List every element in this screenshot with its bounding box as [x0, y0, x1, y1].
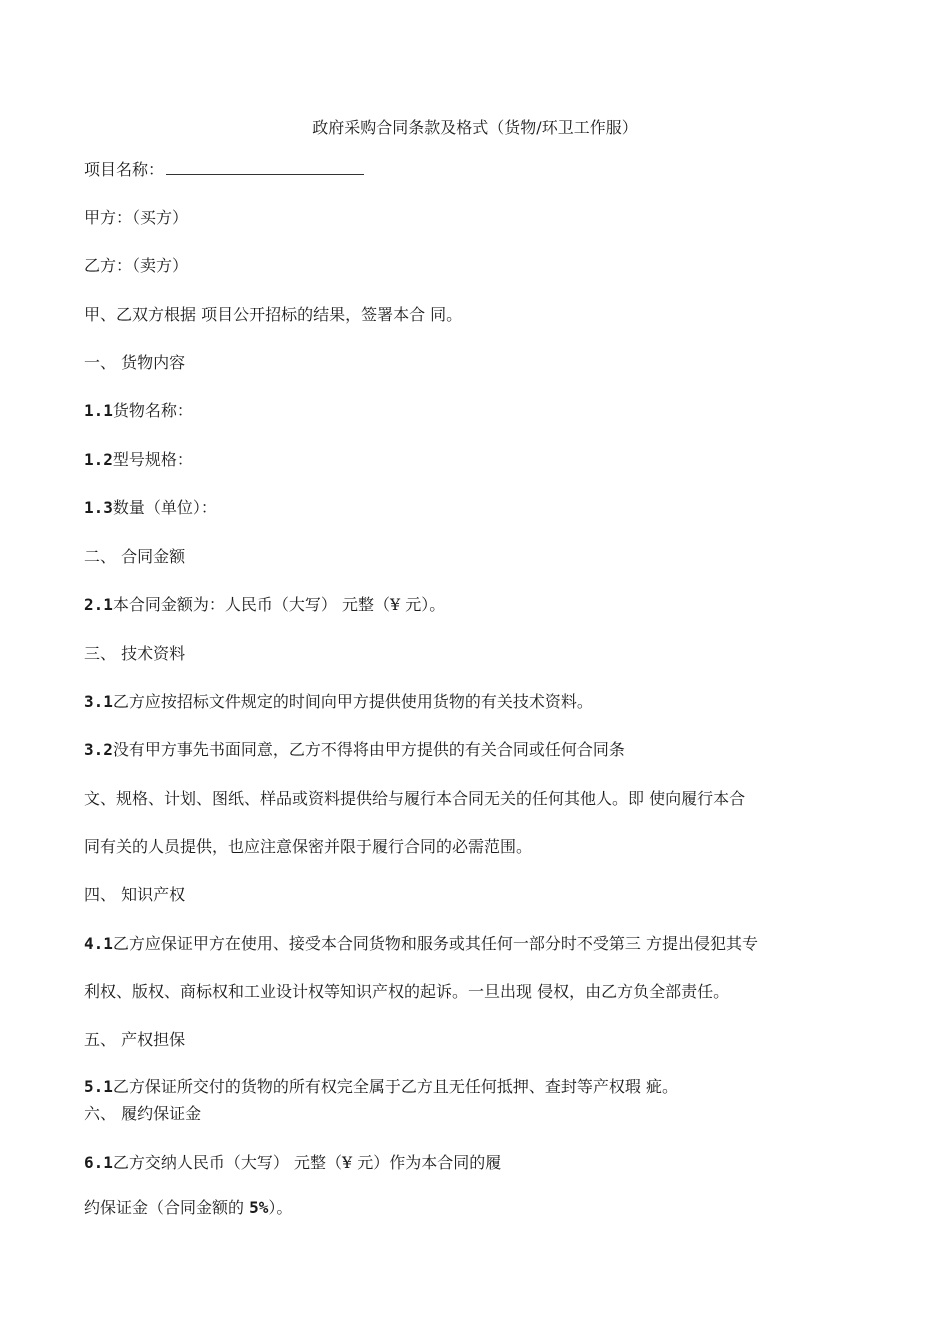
intro-paragraph: 甲、乙双方根据 项目公开招标的结果，签署本合 同。: [84, 305, 463, 324]
clause-6-1-continuation: [84, 1198, 292, 1218]
clause-number: 4.1: [84, 934, 113, 953]
clause-number: 3.2: [84, 740, 113, 759]
deposit-percentage: 5%: [249, 1198, 269, 1217]
clause-number: 3.1: [84, 692, 113, 711]
clause-3-2-continuation-1: 文、规格、计划、图纸、样品或资料提供给与履行本合同无关的任何其他人。即 使向履行本合: [84, 789, 746, 808]
clause-text: ）。: [268, 1198, 293, 1217]
clause-number: 6.1: [84, 1153, 113, 1172]
clause-4-1-continuation: 利权、版权、商标权和工业设计权等知识产权的起诉。一旦出现 侵权，由乙方负全部责任。: [84, 982, 730, 1001]
clause-text: 货物名称：: [112, 401, 193, 420]
clause-5-1: [84, 1077, 678, 1097]
section-6-heading: 六、 履约保证金: [84, 1104, 202, 1123]
clause-3-1: [84, 692, 593, 712]
party-a-line: 甲方：（买方）: [84, 208, 189, 227]
clause-6-1: [84, 1153, 501, 1173]
clause-3-2: [84, 740, 625, 760]
section-2-heading: 二、 合同金额: [84, 547, 186, 566]
section-1-heading: 一、 货物内容: [84, 353, 186, 372]
clause-text: 本合同金额为：人民币（大写） 元整（¥ 元）。: [112, 595, 446, 614]
project-name-line: [84, 160, 364, 180]
clause-number: 2.1: [84, 595, 113, 614]
clause-text: 约保证金（合同金额的: [84, 1198, 250, 1217]
clause-text: 乙方交纳人民币（大写） 元整（¥ 元）作为本合同的履: [112, 1153, 502, 1172]
clause-text: 没有甲方事先书面同意，乙方不得将由甲方提供的有关合同或任何合同条: [112, 740, 625, 759]
document-title: 政府采购合同条款及格式（货物/环卫工作服）: [312, 118, 638, 137]
clause-text: 乙方保证所交付的货物的所有权完全属于乙方且无任何抵押、查封等产权瑕 疵。: [112, 1077, 678, 1096]
clause-1-2: [84, 450, 193, 470]
clause-3-2-continuation-2: 同有关的人员提供，也应注意保密并限于履行合同的必需范围。: [84, 837, 533, 856]
clause-number: 1.2: [84, 450, 113, 469]
section-4-heading: 四、 知识产权: [84, 885, 186, 904]
clause-number: 1.1: [84, 401, 113, 420]
section-3-heading: 三、 技术资料: [84, 644, 186, 663]
clause-4-1: [84, 934, 758, 954]
clause-text: 乙方应按招标文件规定的时间向甲方提供使用货物的有关技术资料。: [112, 692, 593, 711]
clause-1-3: [84, 498, 217, 518]
clause-text: 数量（单位）：: [112, 498, 217, 517]
clause-1-1: [84, 401, 193, 421]
clause-2-1: [84, 595, 445, 615]
party-b-line: 乙方：（卖方）: [84, 256, 189, 275]
clause-number: 1.3: [84, 498, 113, 517]
clause-text: 型号规格：: [112, 450, 193, 469]
section-5-heading: 五、 产权担保: [84, 1030, 186, 1049]
project-name-label: 项目名称：: [84, 160, 165, 179]
clause-text: 乙方应保证甲方在使用、接受本合同货物和服务或其任何一部分时不受第三 方提出侵犯其专: [112, 934, 758, 953]
project-name-blank: [166, 160, 364, 175]
clause-number: 5.1: [84, 1077, 113, 1096]
